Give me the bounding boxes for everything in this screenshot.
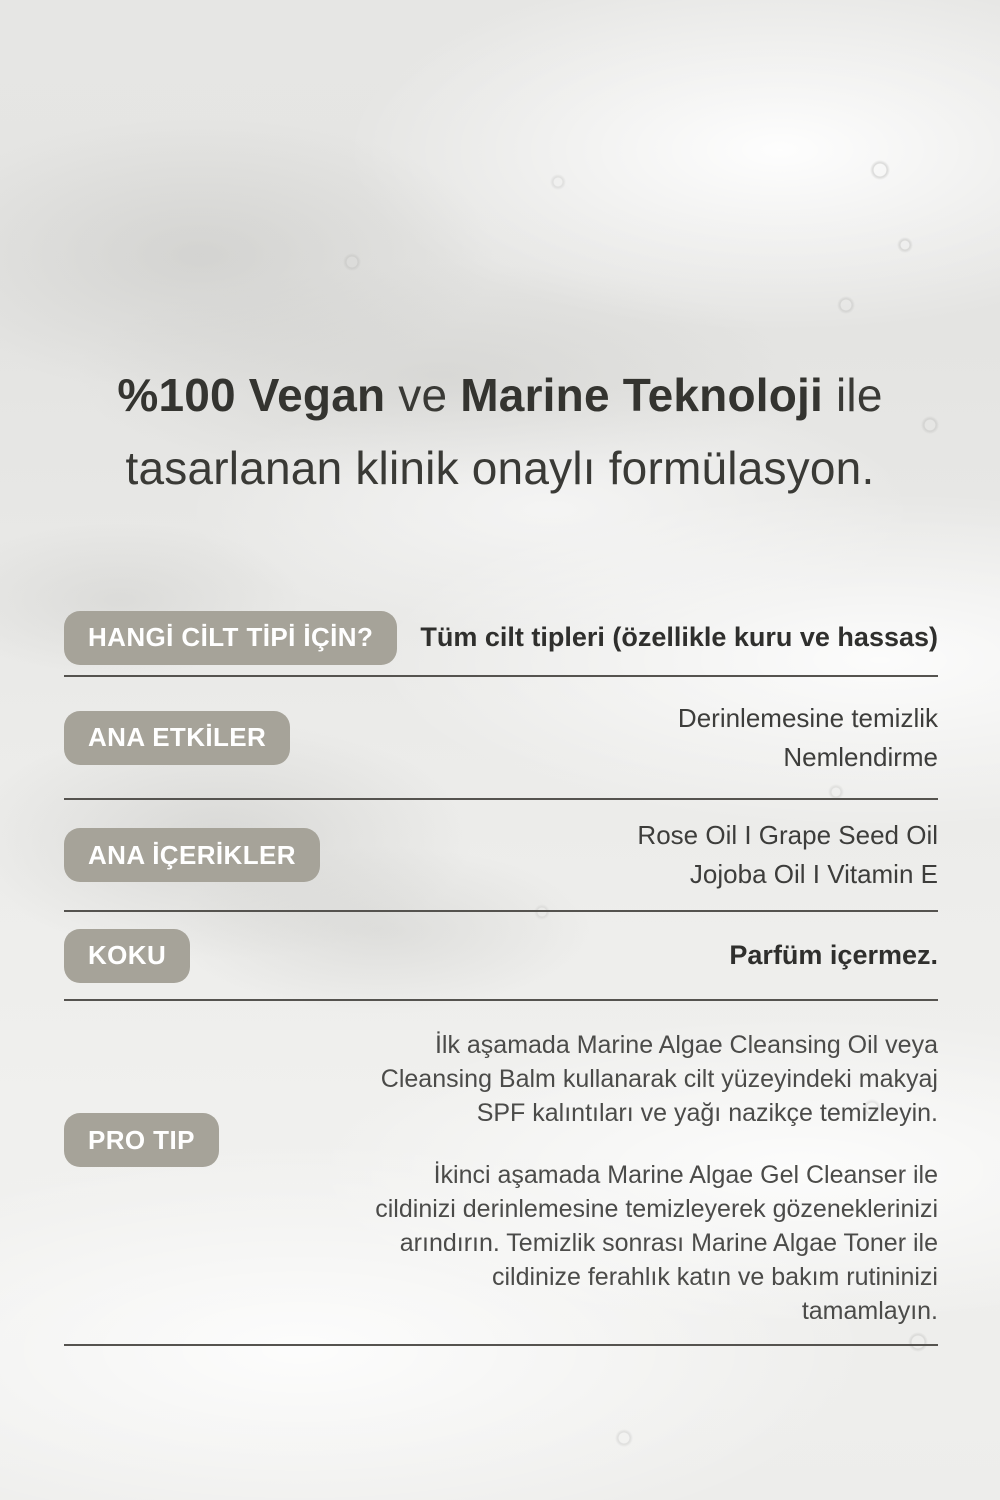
main-ingredients-value	[637, 816, 938, 894]
pro-tip-paragraph-2: İkinci aşamada Marine Algae Gel Cleanser ile cildinizi derinlemesine temizleyerek gözeneklerinizi arındırın. Temizlik sonrası Marine Algae Toner ile cildinize ferahlık katın ve bakım rutininizi tamamlayın.	[375, 1161, 938, 1325]
headline-bold-vegan: %100 Vegan	[117, 369, 386, 421]
main-ingredients-line-2: Jojoba Oil I Vitamin E	[689, 859, 938, 889]
product-info-table	[64, 600, 938, 1346]
table-row-skin-type	[64, 600, 938, 677]
main-effects-line-1: Derinlemesine temizlik	[677, 702, 938, 733]
main-ingredients-line-1: Rose Oil I Grape Seed Oil	[637, 820, 938, 850]
pro-tip-text	[370, 1001, 938, 1328]
table-row-main-effects	[64, 677, 938, 800]
table-row-pro-tip	[64, 1001, 938, 1346]
table-row-scent	[64, 912, 938, 1001]
table-row-main-ingredients	[64, 800, 938, 912]
skin-type-value: Tüm cilt tipleri (özellikle kuru ve hassas)	[420, 622, 938, 652]
headline-line-2: tasarlanan klinik onaylı formülasyon.	[125, 442, 875, 494]
main-effects-line-2: Nemlendirme	[783, 741, 938, 772]
headline	[0, 359, 1000, 505]
headline-regular-ile: ile	[823, 369, 883, 421]
main-effects-value	[678, 699, 938, 777]
headline-bold-marine: Marine Teknoloji	[460, 369, 823, 421]
scent-value: Parfüm içermez.	[729, 940, 938, 970]
scent-label-badge: KOKU	[64, 929, 190, 983]
main-effects-label-badge: ANA ETKİLER	[64, 711, 290, 765]
main-ingredients-label-badge: ANA İÇERİKLER	[64, 828, 320, 882]
headline-regular-ve: ve	[385, 369, 461, 421]
pro-tip-label-badge: PRO TIP	[64, 1113, 219, 1167]
pro-tip-paragraph-1: İlk aşamada Marine Algae Cleansing Oil veya Cleansing Balm kullanarak cilt yüzeyindeki makyaj SPF kalıntıları ve yağı nazikçe temizleyin.	[380, 1031, 938, 1127]
headline-line-1	[0, 359, 1000, 432]
skin-type-label-badge: HANGİ CİLT TİPİ İÇİN?	[64, 611, 397, 665]
